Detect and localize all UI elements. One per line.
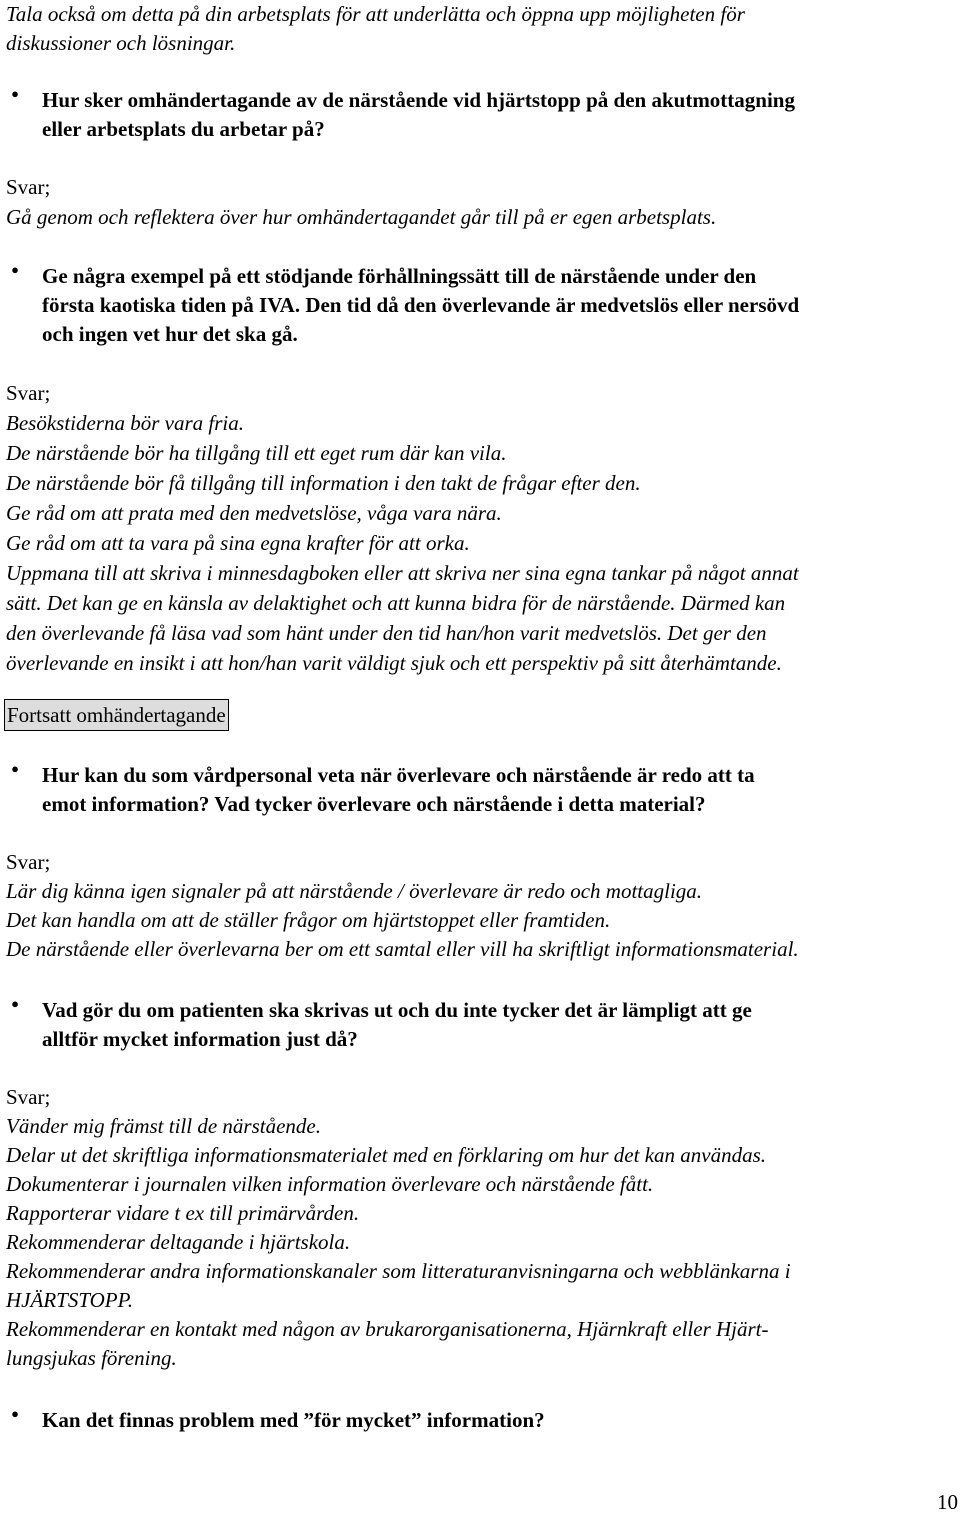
question-line: Vad gör du om patienten ska skrivas ut och du inte tycker det är lämpligt att ge [42, 998, 752, 1022]
bullet-icon: ● [11, 86, 19, 101]
answer-line: sätt. Det kan ge en känsla av delaktighet och att kunna bidra för de närstående. Därmed kan [6, 591, 786, 615]
question-4 [0, 996, 956, 1054]
answer-line: De närstående bör ha tillgång till ett eget rum där kan vila. [6, 441, 507, 465]
question-3 [0, 761, 956, 819]
answer-line: överlevande en insikt i att hon/han varit väldigt sjuk och ett perspektiv på sitt återhämtande. [6, 651, 782, 675]
answer-label: Svar; [6, 381, 51, 405]
intro-line: diskussioner och lösningar. [6, 31, 236, 55]
answer-line: lungsjukas förening. [6, 1346, 177, 1370]
question-1 [0, 86, 956, 144]
intro-line: Tala också om detta på din arbetsplats för att underlätta och öppna upp möjligheten för [6, 2, 745, 26]
question-line: och ingen vet hur det ska gå. [42, 322, 298, 346]
intro-paragraph [6, 0, 954, 58]
bullet-icon: ● [11, 761, 19, 776]
question-2 [0, 262, 956, 349]
bullet-icon: ● [11, 262, 19, 277]
answer-line: Rekommenderar en kontakt med någon av brukarorganisationerna, Hjärnkraft eller Hjärt- [6, 1317, 769, 1341]
question-line: Kan det finnas problem med ”för mycket” information? [42, 1408, 545, 1432]
answer-3 [6, 877, 954, 964]
answer-line: Uppmana till att skriva i minnesdagboken eller att skriva ner sina egna tankar på något annat [6, 561, 799, 585]
bullet-icon: ● [11, 996, 19, 1011]
answer-label: Svar; [6, 1085, 51, 1109]
answer-line: Rekommenderar andra informationskanaler som litteraturanvisningarna och webblänkarna i [6, 1259, 791, 1283]
answer-line: Rekommenderar deltagande i hjärtskola. [6, 1230, 351, 1254]
answer-line: Lär dig känna igen signaler på att närstående / överlevare är redo och mottagliga. [6, 879, 703, 903]
answer-line: den överlevande få läsa vad som hänt under den tid han/hon varit medvetslös. Det ger den [6, 621, 767, 645]
question-line: Hur kan du som vårdpersonal veta när överlevare och närstående är redo att ta [42, 763, 755, 787]
answer-line: Det kan handla om att de ställer frågor om hjärtstoppet eller framtiden. [6, 908, 611, 932]
question-line: första kaotiska tiden på IVA. Den tid då den överlevande är medvetslös eller nersövd [42, 293, 800, 317]
answer-line: Gå genom och reflektera över hur omhändertagandet går till på er egen arbetsplats. [6, 205, 717, 229]
answer-line: Dokumenterar i journalen vilken information överlevare och närstående fått. [6, 1172, 654, 1196]
answer-line: Ge råd om att prata med den medvetslöse, våga vara nära. [6, 501, 502, 525]
question-line: Hur sker omhändertagande av de närstående vid hjärtstopp på den akutmottagning [42, 88, 795, 112]
bullet-icon: ● [11, 1406, 19, 1421]
section-heading: Fortsatt omhändertagande [4, 699, 229, 731]
answer-line: De närstående bör få tillgång till information i den takt de frågar efter den. [6, 471, 641, 495]
question-line: alltför mycket information just då? [42, 1027, 358, 1051]
answer-4 [6, 1112, 954, 1373]
answer-line: HJÄRTSTOPP. [6, 1288, 133, 1312]
answer-line: Besökstiderna bör vara fria. [6, 411, 244, 435]
question-line: eller arbetsplats du arbetar på? [42, 117, 325, 141]
answer-line: De närstående eller överlevarna ber om ett samtal eller vill ha skriftligt informationsmaterial. [6, 937, 799, 961]
page-number: 10 [937, 1490, 958, 1514]
question-line: emot information? Vad tycker överlevare och närstående i detta material? [42, 792, 706, 816]
answer-line: Ge råd om att ta vara på sina egna krafter för att orka. [6, 531, 470, 555]
answer-line: Delar ut det skriftliga informationsmaterialet med en förklaring om hur det kan användas. [6, 1143, 767, 1167]
answer-1 [6, 202, 954, 232]
answer-label: Svar; [6, 850, 51, 874]
answer-2 [6, 408, 954, 678]
question-line: Ge några exempel på ett stödjande förhållningssätt till de närstående under den [42, 264, 757, 288]
question-5 [0, 1406, 956, 1435]
answer-line: Rapporterar vidare t ex till primärvården. [6, 1201, 360, 1225]
answer-label: Svar; [6, 175, 51, 199]
answer-line: Vänder mig främst till de närstående. [6, 1114, 321, 1138]
